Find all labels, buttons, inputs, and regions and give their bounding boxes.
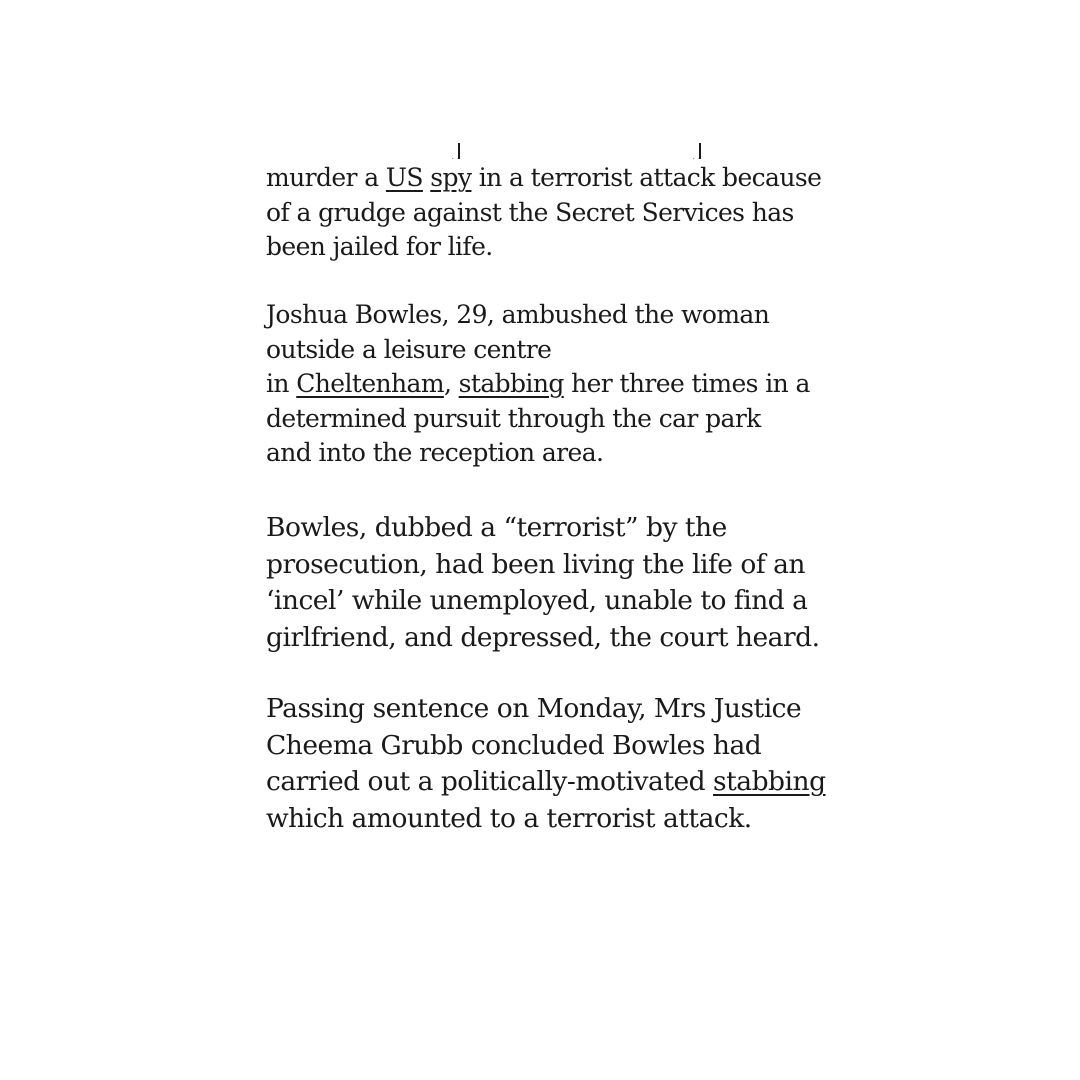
text-line bbox=[266, 161, 821, 196]
text-run: Passing sentence on Monday, Mrs Justice bbox=[266, 693, 802, 724]
text-run: her three times in a bbox=[563, 369, 810, 398]
text-run: in a terrorist attack because bbox=[471, 163, 822, 192]
text-line bbox=[266, 583, 820, 620]
text-line bbox=[266, 402, 810, 437]
text-run: girlfriend, and depressed, the court heard. bbox=[266, 621, 820, 653]
text-line bbox=[266, 333, 810, 368]
inline-link[interactable]: spy bbox=[430, 163, 472, 192]
text-line bbox=[266, 367, 810, 402]
text-run: murder a bbox=[266, 163, 386, 192]
text-run: ‘incel’ while unemployed, unable to find a bbox=[266, 585, 808, 616]
text-run: Cheema Grubb concluded Bowles had bbox=[266, 729, 762, 761]
text-run: Bowles, dubbed a “terrorist” by the bbox=[266, 512, 727, 543]
text-run: prosecution, had been living the life of an bbox=[266, 548, 805, 580]
paragraph-2 bbox=[266, 298, 810, 471]
paragraph-3 bbox=[266, 510, 820, 656]
text-run: in bbox=[266, 369, 297, 398]
text-run: determined pursuit through the car park bbox=[266, 403, 761, 433]
paragraph-1 bbox=[266, 161, 821, 265]
inline-link[interactable]: stabbing bbox=[713, 766, 826, 797]
text-run: outside a leisure centre bbox=[266, 334, 552, 364]
text-run: of a grudge against the Secret Services has bbox=[266, 197, 794, 227]
text-line bbox=[266, 298, 810, 333]
text-line bbox=[266, 436, 810, 471]
text-line bbox=[266, 620, 820, 657]
text-run: carried out a politically-motivated bbox=[266, 766, 714, 797]
clipped-text-fragment bbox=[452, 143, 460, 159]
clipped-text-fragment bbox=[693, 143, 701, 159]
text-run: , bbox=[443, 369, 459, 398]
paragraph-4 bbox=[266, 691, 826, 837]
text-line bbox=[266, 764, 826, 801]
text-line bbox=[266, 510, 820, 547]
text-line bbox=[266, 230, 821, 265]
text-run: been jailed for life. bbox=[266, 232, 493, 261]
inline-link[interactable]: US bbox=[385, 163, 423, 192]
text-line bbox=[266, 196, 821, 231]
inline-link[interactable]: stabbing bbox=[458, 369, 564, 398]
text-line bbox=[266, 801, 826, 838]
text-run: and into the reception area. bbox=[266, 438, 604, 467]
text-run: which amounted to a terrorist attack. bbox=[266, 802, 752, 834]
text-line bbox=[266, 691, 826, 728]
text-line bbox=[266, 728, 826, 765]
inline-link[interactable]: Cheltenham bbox=[296, 369, 444, 398]
text-line bbox=[266, 547, 820, 584]
text-run: Joshua Bowles, 29, ambushed the woman bbox=[266, 300, 770, 329]
